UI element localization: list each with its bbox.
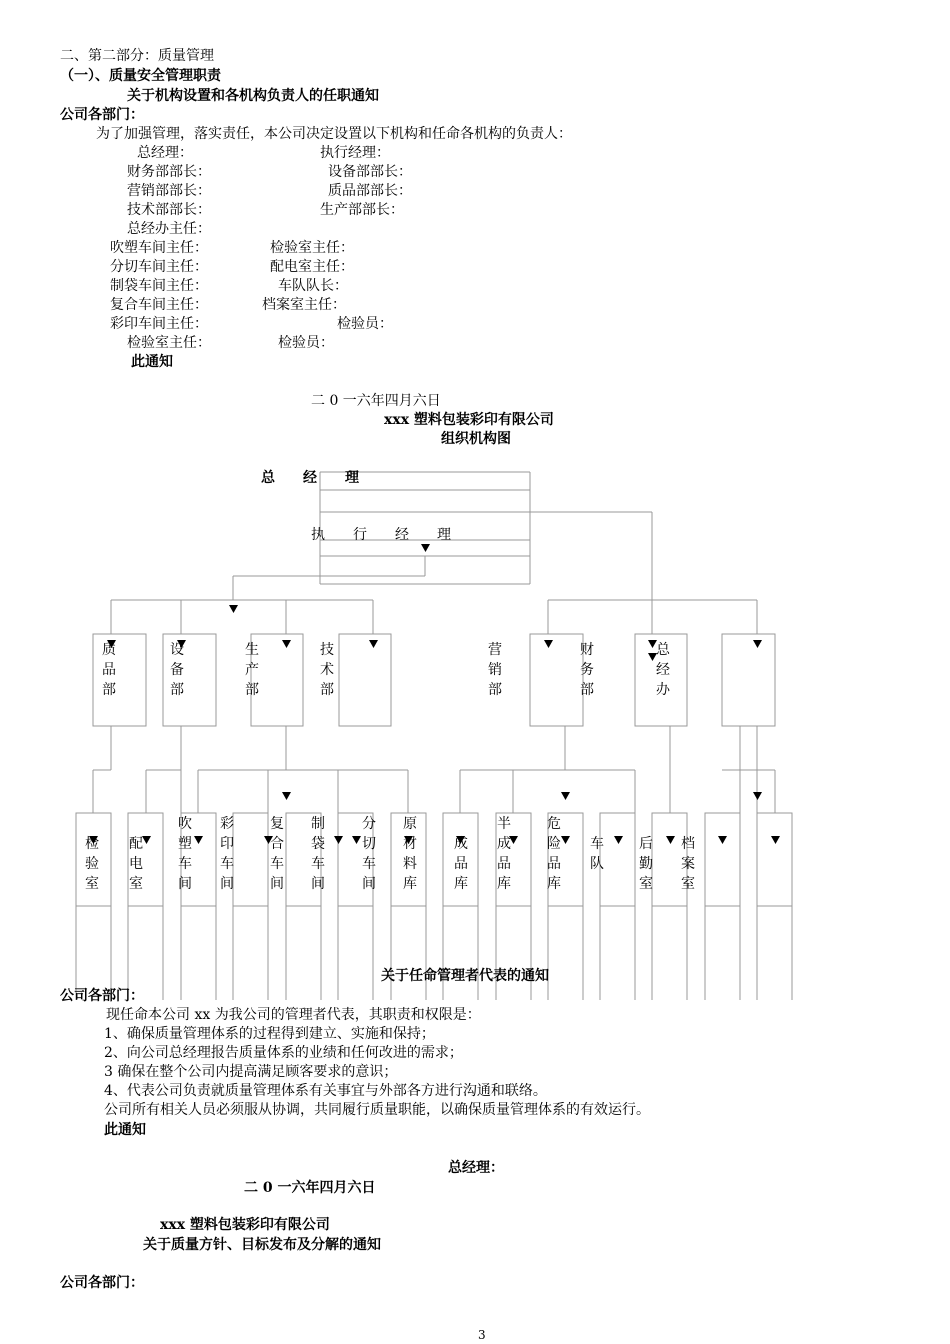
left-item: 总经理： (137, 145, 193, 161)
right-item: 配电室主任： (270, 259, 354, 275)
unit-label: 检验室 (85, 836, 99, 892)
right-item: 检验员： (337, 316, 393, 332)
unit-label: 半成品库 (497, 816, 511, 892)
left-item: 财务部部长： (127, 164, 211, 180)
notice3-company: xxx 塑料包装彩印有限公司 (160, 1217, 330, 1233)
notice2-item: 4、代表公司负责就质量管理体系有关事宜与外部各方进行沟通和联络。 (104, 1083, 547, 1099)
notice2-date: 二 0 一六年四月六日 (244, 1180, 376, 1196)
sub-title: （一）、质量安全管理职责 (60, 68, 221, 84)
notice2-closing: 此通知 (104, 1122, 146, 1138)
left-item: 制袋车间主任： (110, 278, 208, 294)
notice1-closing: 此通知 (131, 354, 173, 370)
unit-label: 车队 (590, 836, 604, 872)
right-item: 档案室主任： (262, 297, 346, 313)
org-company: xxx 塑料包装彩印有限公司 (384, 412, 554, 428)
notice2-salutation: 公司各部门： (60, 988, 144, 1004)
left-item: 分切车间主任： (110, 259, 208, 275)
notice3-title: 关于质量方针、目标发布及分解的通知 (143, 1237, 381, 1253)
notice2-item: 公司所有相关人员必须服从协调，共同履行质量职能，以确保质量管理体系的有效运行。 (104, 1102, 650, 1118)
dept-label: 营销部 (488, 642, 502, 698)
unit-label: 制袋车间 (311, 816, 325, 892)
left-item: 营销部部长： (127, 183, 211, 199)
unit-label: 成品库 (454, 836, 468, 892)
notice1-intro: 为了加强管理，落实责任，本公司决定设置以下机构和任命各机构的负责人： (96, 126, 572, 142)
dept-label: 设备部 (170, 642, 184, 698)
left-item: 检验室主任： (127, 335, 211, 351)
dept-label: 财务部 (580, 642, 594, 698)
right-item: 生产部部长： (320, 202, 404, 218)
unit-label: 彩印车间 (220, 816, 234, 892)
right-item: 执行经理： (320, 145, 390, 161)
notice2-item: 3 确保在整个公司内提高满足顾客要求的意识； (104, 1064, 398, 1080)
unit-label: 配电室 (129, 836, 143, 892)
right-item: 质品部部长： (328, 183, 412, 199)
right-item: 检验室主任： (270, 240, 354, 256)
notice2-signer: 总经理： (448, 1160, 504, 1176)
notice3-salutation: 公司各部门： (60, 1275, 144, 1291)
unit-label: 档案室 (681, 836, 695, 892)
org-exec-label: 执 行 经 理 (311, 527, 451, 543)
notice1-title: 关于机构设置和各机构负责人的任职通知 (127, 88, 379, 104)
left-item: 彩印车间主任： (110, 316, 208, 332)
dept-label: 质品部 (102, 642, 116, 698)
part-title: 二、第二部分：质量管理 (60, 48, 214, 64)
org-title: 组织机构图 (441, 431, 511, 447)
left-item: 总经办主任： (127, 221, 211, 237)
right-item: 设备部部长： (328, 164, 412, 180)
dept-label: 技术部 (320, 642, 334, 698)
notice1-salutation: 公司各部门： (60, 107, 144, 123)
right-item: 车队队长： (278, 278, 348, 294)
dept-label: 总经办 (656, 642, 670, 698)
unit-label: 复合车间 (270, 816, 284, 892)
notice2-item: 1、确保质量管理体系的过程得到建立、实施和保持； (104, 1026, 435, 1042)
left-item: 复合车间主任： (110, 297, 208, 313)
dept-label: 生产部 (245, 642, 259, 698)
page-number: 3 (478, 1328, 486, 1342)
unit-label: 原材料库 (403, 816, 417, 892)
notice2-title: 关于任命管理者代表的通知 (381, 968, 549, 984)
right-item: 检验员： (278, 335, 334, 351)
unit-label: 后勤室 (639, 836, 653, 892)
org-top-label: 总 经 理 (261, 470, 359, 486)
notice2-intro: 现任命本公司 xx 为我公司的管理者代表，其职责和权限是： (106, 1007, 481, 1023)
left-item: 技术部部长： (127, 202, 211, 218)
notice2-item: 2、向公司总经理报告质量体系的业绩和任何改进的需求； (104, 1045, 463, 1061)
unit-label: 危险品库 (547, 816, 561, 892)
unit-label: 分切车间 (362, 816, 376, 892)
left-item: 吹塑车间主任： (110, 240, 208, 256)
unit-label: 吹塑车间 (178, 816, 192, 892)
notice1-date: 二 0 一六年四月六日 (311, 393, 441, 409)
